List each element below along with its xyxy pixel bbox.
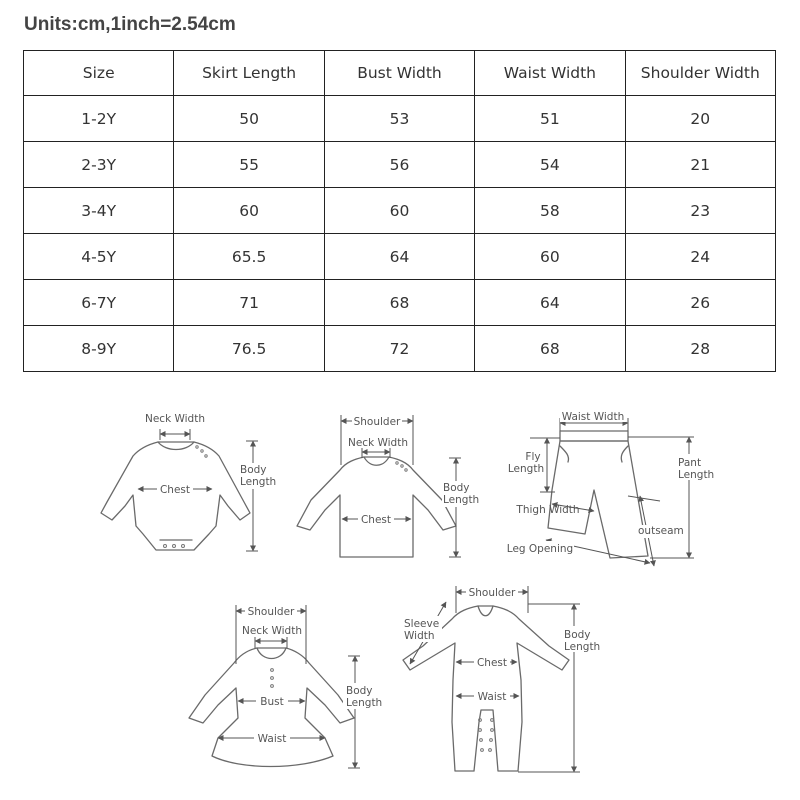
cell-size: 2-3Y bbox=[24, 142, 174, 188]
top-diagram bbox=[297, 415, 480, 557]
table-row bbox=[24, 142, 776, 188]
top-shoulder-label: Shoulder bbox=[353, 416, 401, 428]
top-chest-label: Chest bbox=[360, 514, 392, 526]
cell-waist-width: 68 bbox=[475, 326, 625, 372]
cell-waist-width: 58 bbox=[475, 188, 625, 234]
dress-collar bbox=[257, 648, 286, 659]
size-chart-table bbox=[23, 50, 776, 372]
cell-shoulder-width: 24 bbox=[625, 234, 775, 280]
header-bust-width: Bust Width bbox=[324, 51, 474, 96]
header-waist-width: Waist Width bbox=[475, 51, 625, 96]
cell-skirt-length: 60 bbox=[174, 188, 324, 234]
pants-thigh-width-label: Thigh Width bbox=[516, 504, 580, 516]
header-shoulder-width: Shoulder Width bbox=[625, 51, 775, 96]
romper-sleeve-width-label-2: Width bbox=[404, 630, 435, 642]
bodysuit-body-length-label-1: Body bbox=[240, 464, 267, 476]
cell-size: 3-4Y bbox=[24, 188, 174, 234]
top-collar bbox=[364, 457, 389, 465]
dress-bust-label: Bust bbox=[260, 696, 284, 708]
cell-skirt-length: 65.5 bbox=[174, 234, 324, 280]
table-row bbox=[24, 280, 776, 326]
romper-collar bbox=[478, 606, 493, 616]
romper-shoulder-label: Shoulder bbox=[468, 587, 516, 599]
pants-outline bbox=[548, 441, 648, 558]
cell-waist-width: 60 bbox=[475, 234, 625, 280]
table-header-row bbox=[24, 51, 776, 96]
cell-skirt-length: 55 bbox=[174, 142, 324, 188]
pants-pant-length-label-1: Pant bbox=[678, 457, 702, 469]
dress-shoulder-label: Shoulder bbox=[247, 606, 295, 618]
romper-body-length-label-1: Body bbox=[564, 629, 591, 641]
bodysuit-diagram bbox=[101, 413, 277, 551]
header-size: Size bbox=[24, 51, 174, 96]
bodysuit-chest-label: Chest bbox=[159, 484, 191, 496]
bodysuit-collar bbox=[158, 442, 194, 450]
pants-leg-opening-label: Leg Opening bbox=[506, 543, 574, 555]
cell-bust-width: 53 bbox=[324, 96, 474, 142]
cell-size: 6-7Y bbox=[24, 280, 174, 326]
cell-bust-width: 72 bbox=[324, 326, 474, 372]
header-skirt-length: Skirt Length bbox=[174, 51, 324, 96]
romper-waist-label: Waist bbox=[477, 691, 507, 703]
bodysuit-neck-width-label: Neck Width bbox=[144, 413, 206, 425]
garment-measurement-diagrams bbox=[0, 395, 800, 800]
cell-bust-width: 64 bbox=[324, 234, 474, 280]
cell-shoulder-width: 20 bbox=[625, 96, 775, 142]
cell-waist-width: 54 bbox=[475, 142, 625, 188]
cell-size: 4-5Y bbox=[24, 234, 174, 280]
romper-chest-label: Chest bbox=[476, 657, 508, 669]
dress-body-length-label-1: Body bbox=[346, 685, 373, 697]
pants-waist-width-label: Waist Width bbox=[561, 411, 625, 423]
top-outline bbox=[297, 457, 456, 557]
cell-bust-width: 60 bbox=[324, 188, 474, 234]
dress-diagram bbox=[189, 605, 383, 768]
cell-shoulder-width: 23 bbox=[625, 188, 775, 234]
cell-waist-width: 64 bbox=[475, 280, 625, 326]
cell-waist-width: 51 bbox=[475, 96, 625, 142]
pants-diagram bbox=[505, 410, 716, 566]
pants-waistband bbox=[560, 431, 628, 441]
dress-neck-width-label: Neck Width bbox=[241, 625, 303, 637]
table-row bbox=[24, 234, 776, 280]
top-body-length-label-2: Length bbox=[443, 494, 480, 506]
cell-shoulder-width: 26 bbox=[625, 280, 775, 326]
cell-size: 8-9Y bbox=[24, 326, 174, 372]
cell-skirt-length: 71 bbox=[174, 280, 324, 326]
units-note: Units:cm,1inch=2.54cm bbox=[24, 14, 236, 35]
pants-pant-length-label-2: Length bbox=[678, 469, 715, 481]
pants-fly-length-label-2: Length bbox=[507, 463, 545, 475]
romper-body-length-label-2: Length bbox=[564, 641, 601, 653]
pants-fly-length-label-1: Fly bbox=[525, 451, 541, 463]
dress-body-length-label-2: Length bbox=[346, 697, 383, 709]
table-row bbox=[24, 188, 776, 234]
cell-skirt-length: 50 bbox=[174, 96, 324, 142]
dress-waist-label: Waist bbox=[257, 733, 287, 745]
cell-shoulder-width: 28 bbox=[625, 326, 775, 372]
top-neck-width-label: Neck Width bbox=[347, 437, 409, 449]
pants-outseam-label: outseam bbox=[638, 525, 684, 537]
cell-bust-width: 56 bbox=[324, 142, 474, 188]
top-body-length-label-1: Body bbox=[443, 482, 470, 494]
cell-skirt-length: 76.5 bbox=[174, 326, 324, 372]
cell-shoulder-width: 21 bbox=[625, 142, 775, 188]
bodysuit-outline bbox=[101, 442, 250, 550]
table-row bbox=[24, 96, 776, 142]
bodysuit-body-length-label-2: Length bbox=[240, 476, 277, 488]
romper-sleeve-width-label-1: Sleeve bbox=[404, 618, 440, 630]
romper-diagram bbox=[402, 586, 601, 772]
cell-size: 1-2Y bbox=[24, 96, 174, 142]
table-row bbox=[24, 326, 776, 372]
cell-bust-width: 68 bbox=[324, 280, 474, 326]
